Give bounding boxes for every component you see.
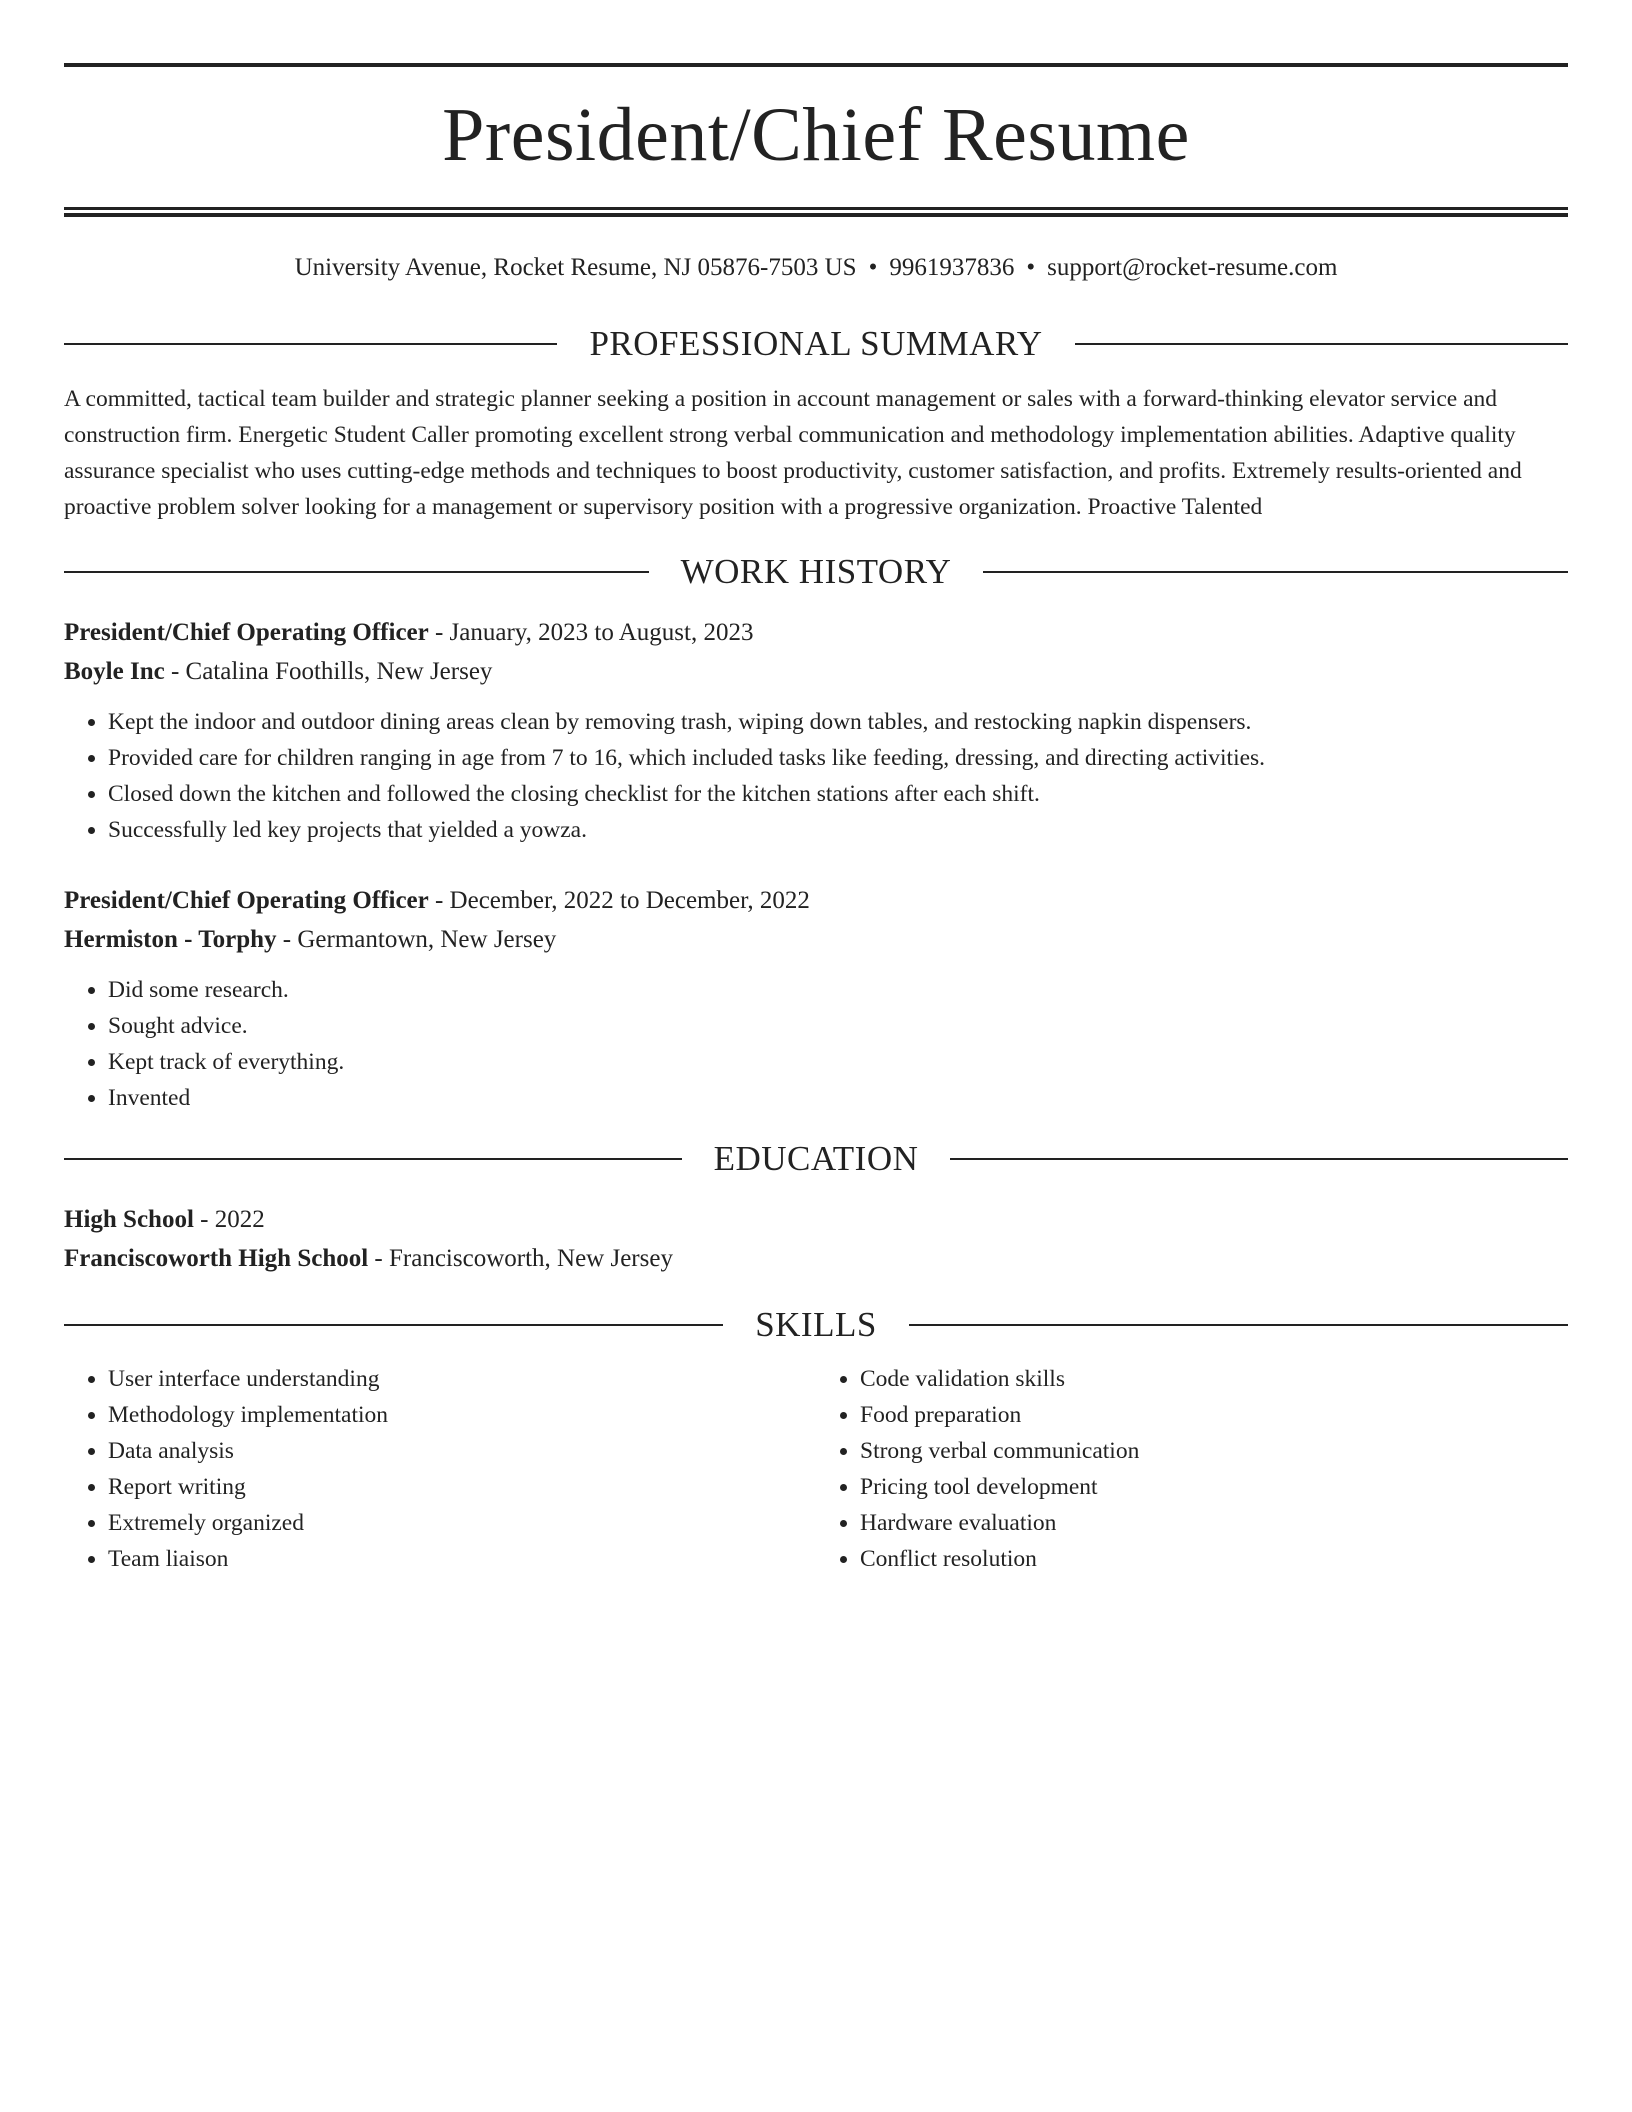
education-school: Franciscoworth High School [64, 1245, 369, 1272]
education-year: - 2022 [193, 1206, 265, 1233]
section-title: SKILLS [755, 1305, 877, 1344]
list-item: • Closed down the kitchen and followed the closing checklist for the kitchen stations after each shift. [108, 776, 1568, 812]
heading-rule [64, 1324, 723, 1326]
job-company-line [64, 652, 1568, 691]
contact-phone: 9961937836 [889, 254, 1015, 281]
list-item: • Did some research. [108, 972, 1568, 1008]
contact-email: support@rocket-resume.com [1047, 254, 1338, 281]
heading-rule [909, 1324, 1568, 1326]
education-degree-line [64, 1200, 1568, 1239]
job-title-line [64, 613, 1568, 652]
job-company-line [64, 920, 1568, 959]
heading-rule [983, 571, 1568, 573]
skills-columns [64, 1361, 1568, 1577]
contact-line [64, 253, 1568, 283]
skill-item: • Methodology implementation [108, 1397, 816, 1433]
skill-item: • Pricing tool development [860, 1469, 1568, 1505]
job-company: Hermiston - Torphy [64, 926, 277, 953]
contact-address: University Avenue, Rocket Resume, NJ 05876-7503 US [294, 254, 857, 281]
job-company: Boyle Inc [64, 658, 165, 685]
education-degree: High School [64, 1206, 194, 1233]
education-entry [64, 1200, 1568, 1278]
list-item: • Kept the indoor and outdoor dining areas clean by removing trash, wiping down tables, and restocking napkin dispensers. [108, 704, 1568, 740]
job-bullets [64, 972, 1568, 1116]
job-dates: - January, 2023 to August, 2023 [428, 619, 754, 646]
list-item: • Successfully led key projects that yielded a yowza. [108, 812, 1568, 848]
job-location: - Germantown, New Jersey [276, 926, 557, 953]
skill-item: • Team liaison [108, 1541, 816, 1577]
skill-item: • Data analysis [108, 1433, 816, 1469]
education-school-line [64, 1239, 1568, 1278]
skill-item: • Hardware evaluation [860, 1505, 1568, 1541]
list-item: • Invented [108, 1080, 1568, 1116]
heading-rule [950, 1158, 1568, 1160]
job-entry [64, 881, 1568, 959]
contact-separator: • [1026, 254, 1036, 281]
job-title: President/Chief Operating Officer [64, 619, 429, 646]
skill-item: • Strong verbal communication [860, 1433, 1568, 1469]
section-title: EDUCATION [713, 1139, 919, 1178]
title-double-rule [64, 207, 1568, 217]
heading-rule [64, 343, 557, 345]
job-bullets [64, 704, 1568, 848]
job-title-line [64, 881, 1568, 920]
top-rule [64, 63, 1568, 67]
heading-rule [1075, 343, 1568, 345]
skills-list-right [816, 1361, 1568, 1577]
skill-item: • User interface understanding [108, 1361, 816, 1397]
list-item: • Provided care for children ranging in age from 7 to 16, which included tasks like feeding, dressing, and directing activities. [108, 740, 1568, 776]
skill-item: • Extremely organized [108, 1505, 816, 1541]
summary-text: A committed, tactical team builder and strategic planner seeking a position in account management or sales with a forward-thinking elevator service and construction firm. Energetic Student Caller promoting excellent strong verbal communication and methodology implementation abilities. Adaptive quality assurance specialist who uses cutting-edge methods and techniques to boost productivity, customer satisfaction, and profits. Extremely results-oriented and proactive problem solver looking for a management or supervisory position with a progressive organization. Proactive Talented [64, 386, 1522, 520]
section-heading-summary [64, 323, 1568, 365]
heading-rule [64, 571, 649, 573]
job-title: President/Chief Operating Officer [64, 887, 429, 914]
education-location: - Franciscoworth, New Jersey [368, 1245, 673, 1272]
section-heading-education [64, 1138, 1568, 1180]
section-heading-skills [64, 1304, 1568, 1346]
list-item: • Kept track of everything. [108, 1044, 1568, 1080]
job-location: - Catalina Foothills, New Jersey [164, 658, 493, 685]
skill-item: • Report writing [108, 1469, 816, 1505]
section-title: WORK HISTORY [680, 552, 952, 591]
job-entry [64, 613, 1568, 691]
contact-separator: • [868, 254, 878, 281]
skill-item: • Code validation skills [860, 1361, 1568, 1397]
job-dates: - December, 2022 to December, 2022 [428, 887, 810, 914]
skill-item: • Food preparation [860, 1397, 1568, 1433]
skill-item: • Conflict resolution [860, 1541, 1568, 1577]
list-item: • Sought advice. [108, 1008, 1568, 1044]
heading-rule [64, 1158, 682, 1160]
section-heading-work [64, 551, 1568, 593]
section-title: PROFESSIONAL SUMMARY [589, 324, 1043, 363]
skills-list-left [64, 1361, 816, 1577]
resume-title: President/Chief Resume [442, 93, 1190, 177]
